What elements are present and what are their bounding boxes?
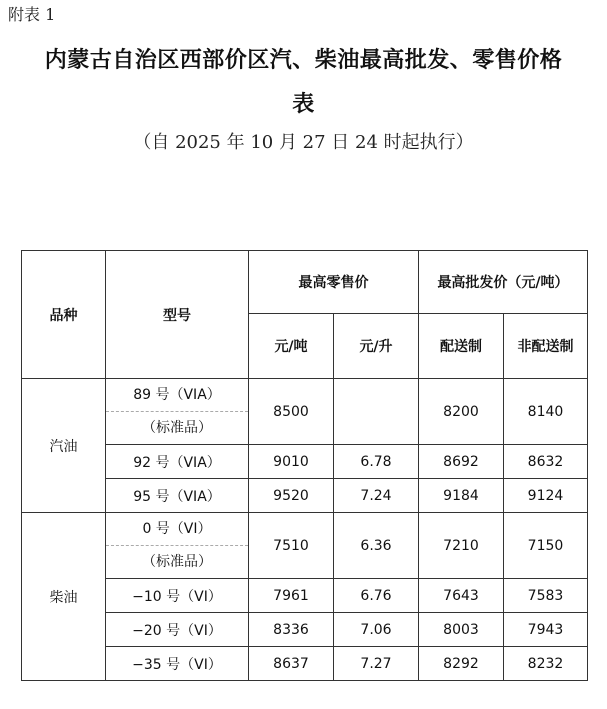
wholesale-non-delivery: 7150 [504,513,588,579]
header-non-delivery: 非配送制 [504,314,588,379]
appendix-label: 附表 1 [8,5,56,24]
effective-date-subtitle: （自 2025 年 10 月 27 日 24 时起执行） [133,132,474,153]
table-row [22,513,588,579]
retail-ton: 9520 [249,479,334,513]
retail-ton: 8336 [249,613,334,647]
retail-liter: 7.24 [334,479,419,513]
wholesale-delivery: 7210 [419,513,504,579]
retail-ton: 7961 [249,579,334,613]
model-name: 89 号（VIA） [106,379,248,412]
header-row-top [22,251,588,314]
retail-liter: 7.06 [334,613,419,647]
price-table [21,250,588,681]
page-title [0,38,607,126]
wholesale-delivery: 8200 [419,379,504,445]
header-variety: 品种 [22,251,106,379]
wholesale-non-delivery: 8232 [504,647,588,681]
wholesale-non-delivery: 7943 [504,613,588,647]
header-max-retail: 最高零售价 [249,251,419,314]
header-delivery: 配送制 [419,314,504,379]
table-row [22,613,588,647]
model-name: −35 号（VI） [106,647,249,681]
model-name: 0 号（VI） [106,513,248,546]
table-row [22,579,588,613]
model-name: 95 号（VIA） [106,479,249,513]
wholesale-delivery: 8003 [419,613,504,647]
table-row [22,647,588,681]
variety-diesel: 柴油 [22,513,106,681]
wholesale-delivery: 8292 [419,647,504,681]
model-cell [106,513,249,579]
retail-ton: 8637 [249,647,334,681]
header-model: 型号 [106,251,249,379]
table-row [22,479,588,513]
model-cell [106,379,249,445]
model-name: −20 号（VI） [106,613,249,647]
retail-liter: 7.27 [334,647,419,681]
wholesale-delivery: 7643 [419,579,504,613]
header-yuan-per-liter: 元/升 [334,314,419,379]
table-row [22,445,588,479]
title-line-2: 表 [292,91,315,117]
wholesale-non-delivery: 8632 [504,445,588,479]
wholesale-non-delivery: 8140 [504,379,588,445]
retail-liter: 6.78 [334,445,419,479]
variety-gasoline: 汽油 [22,379,106,513]
header-max-wholesale: 最高批发价（元/吨） [419,251,588,314]
retail-liter: 6.36 [334,513,419,579]
header-yuan-per-ton: 元/吨 [249,314,334,379]
wholesale-delivery: 9184 [419,479,504,513]
retail-liter: 6.76 [334,579,419,613]
retail-ton: 7510 [249,513,334,579]
model-name: −10 号（VI） [106,579,249,613]
retail-ton: 9010 [249,445,334,479]
wholesale-non-delivery: 9124 [504,479,588,513]
model-name: 92 号（VIA） [106,445,249,479]
model-standard-note: （标准品） [142,554,212,570]
model-standard-note: （标准品） [142,420,212,436]
title-line-1: 内蒙古自治区西部价区汽、柴油最高批发、零售价格 [44,47,563,73]
retail-ton: 8500 [249,379,334,445]
wholesale-non-delivery: 7583 [504,579,588,613]
wholesale-delivery: 8692 [419,445,504,479]
retail-liter [334,379,419,445]
table-row [22,379,588,445]
